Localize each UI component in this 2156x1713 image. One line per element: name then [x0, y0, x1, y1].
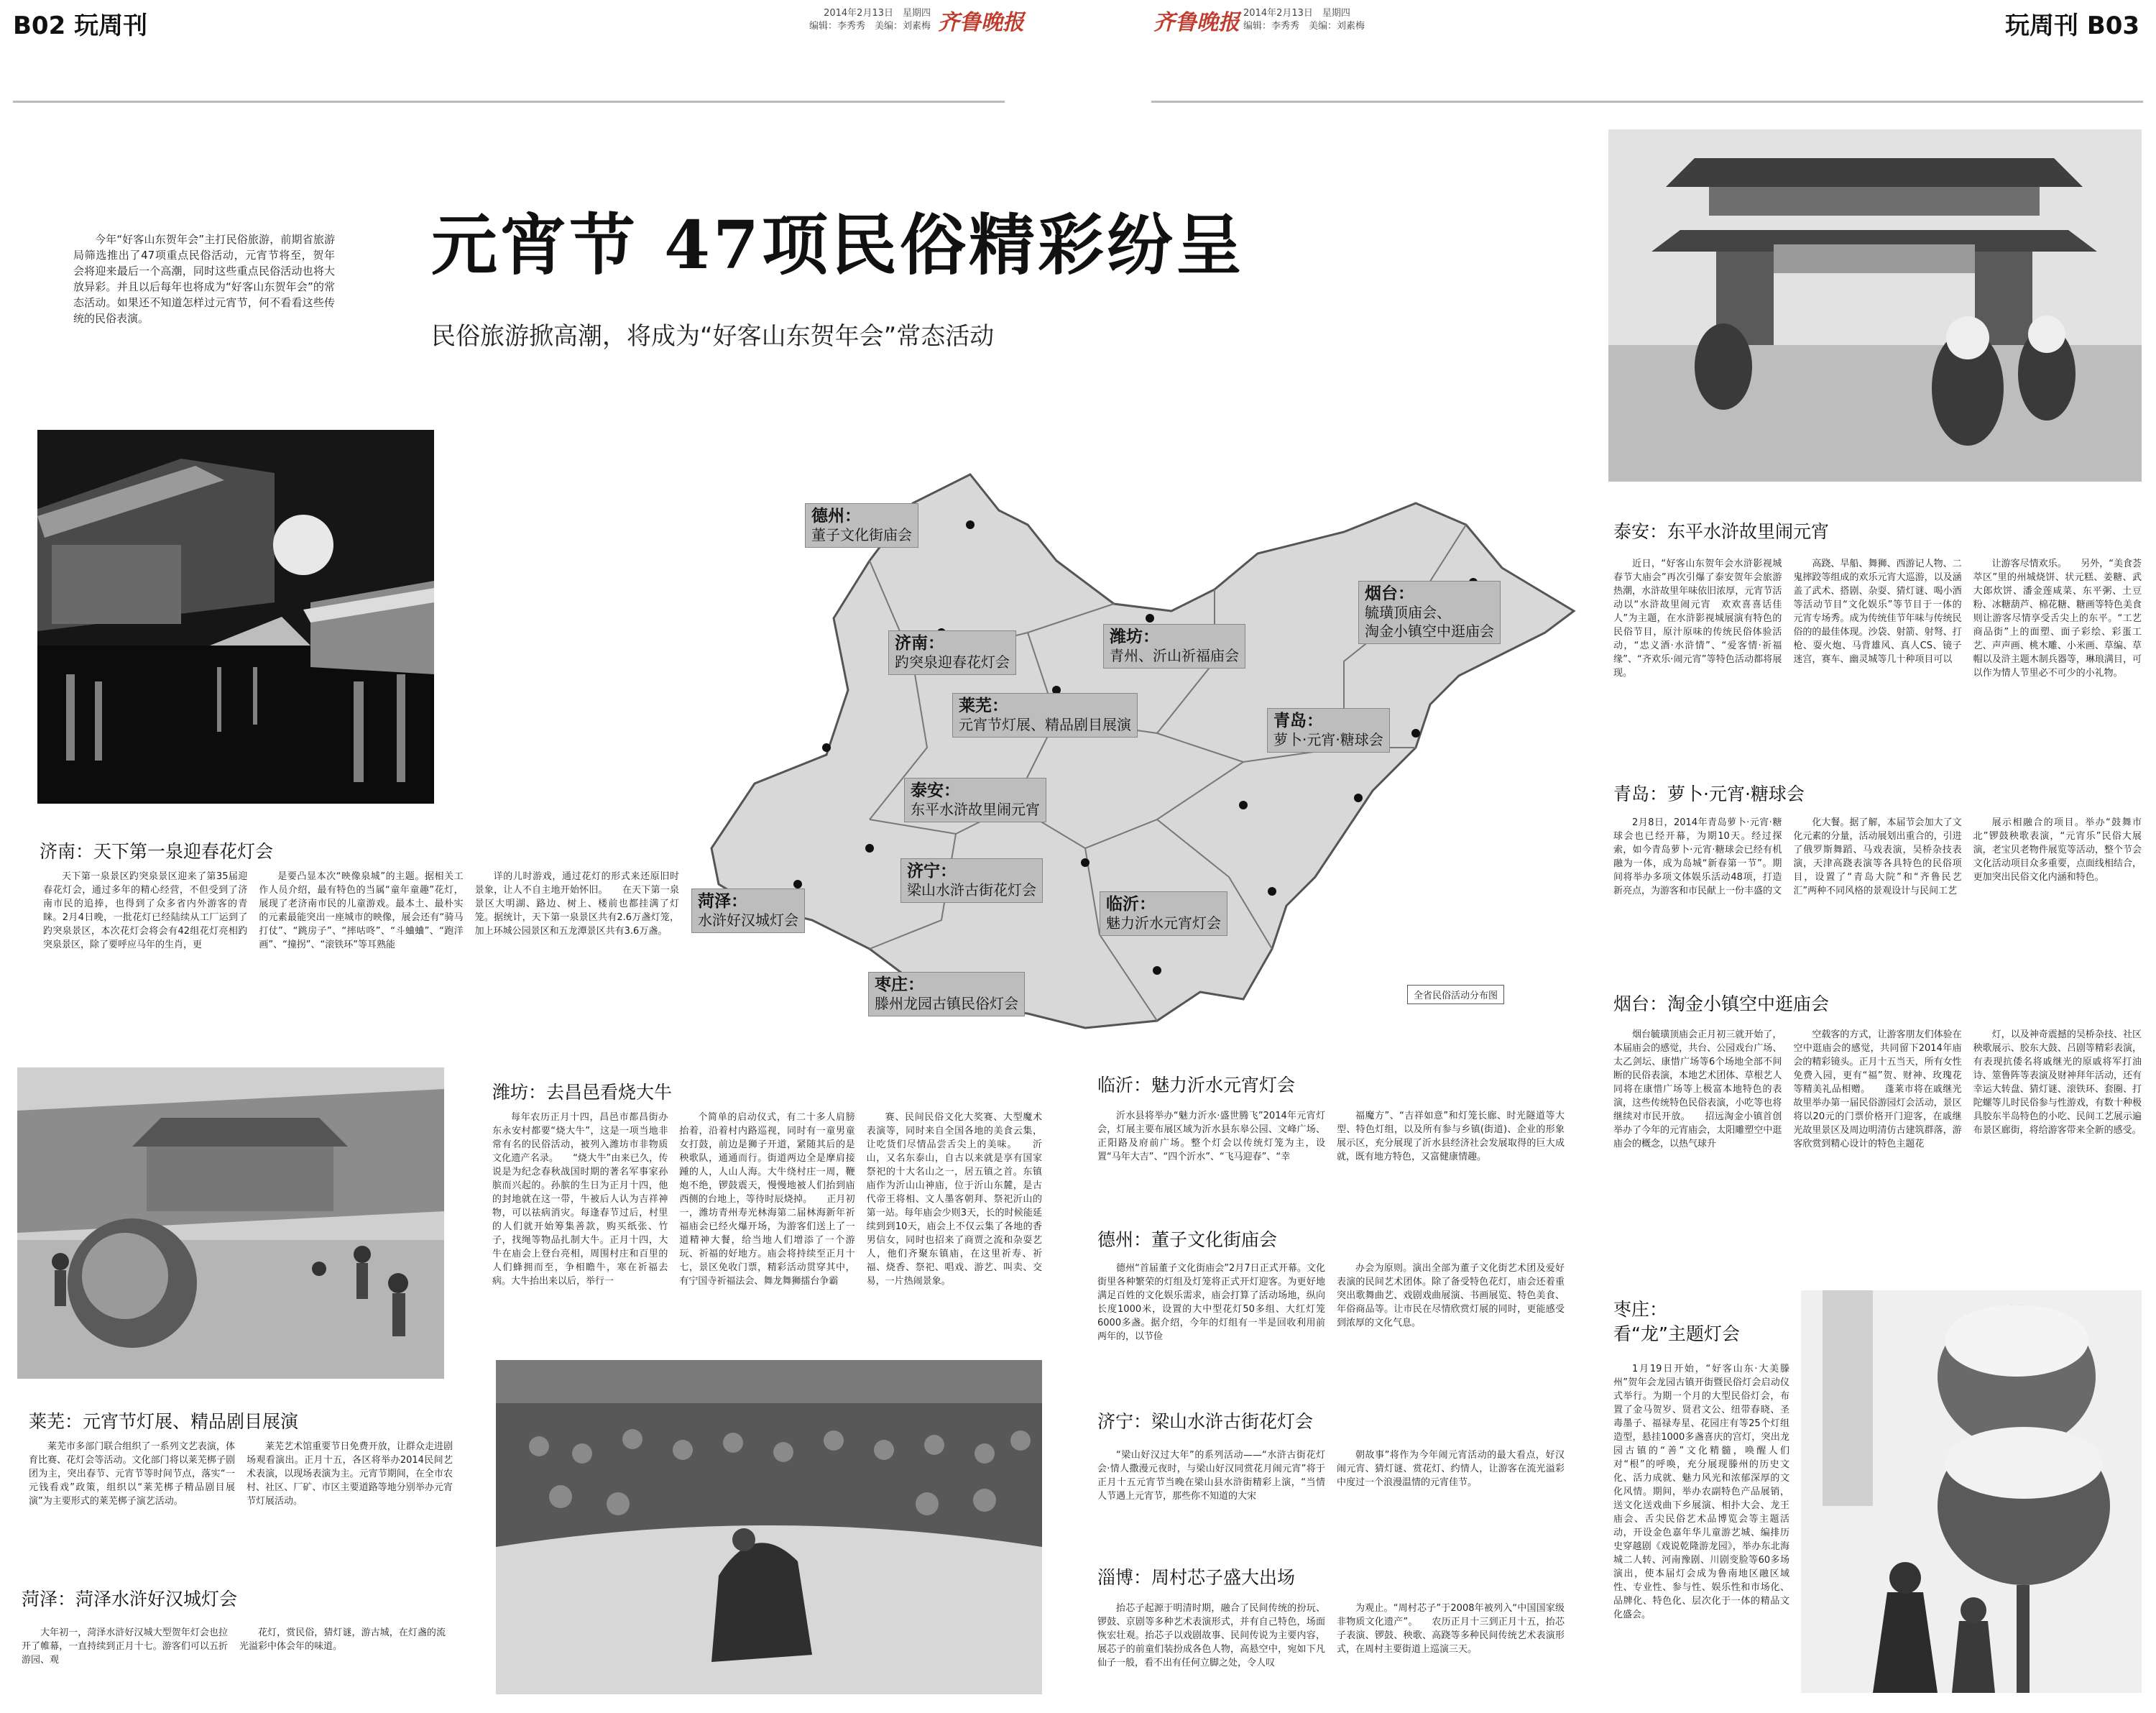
taian-parade-photo — [1608, 129, 2142, 482]
article-jining — [1097, 1448, 1565, 1542]
article-paragraph: 朝故事”将作为今年闹元宵活动的最大看点，好汉闹元宵、猜灯谜、赏花灯、约情人，让游客在流光溢彩中度过一个浪漫温情的元宵佳节。 — [1337, 1450, 1565, 1488]
map-label-qingdao — [1267, 708, 1390, 753]
map-label-jinan — [888, 630, 1016, 675]
map-event-name: 滕州龙园古镇民俗灯会 — [875, 995, 1018, 1012]
laiwu-festival-photo — [17, 1067, 444, 1379]
date-text: 2014年2月13日 星期四 — [1243, 8, 1350, 19]
article-paragraph: 2月8日，2014年青岛萝卜·元宵·糖球会也已经开幕，为期10天。经过探索，如今青岛萝卜·元宵·糖球会已经有机融为一体，成为岛城“新春第一节”。期间将举办多项文体娱乐活动48项，打造新亮点，为游客和市民献上一份丰盛的文 — [1613, 817, 1782, 896]
section-heading-weifang: 潍坊：去昌邑看烧大牛 — [492, 1082, 673, 1103]
zibo-performance-photo — [496, 1360, 1042, 1694]
section-heading-zibo: 淄博：周村芯子盛大出场 — [1097, 1567, 1296, 1588]
section-heading-zaozhuang — [1613, 1298, 1786, 1346]
map-city-name: 济南： — [895, 634, 944, 653]
header-rule-left — [13, 101, 1005, 103]
article-qingdao — [1613, 816, 2142, 960]
masthead-date-right — [1243, 7, 1387, 33]
article-paragraph: 详的儿时游戏，通过花灯的形式来还原旧时景象，让人不自主地开始怀旧。 在天下第一泉景区大明湖、路边、树上、楼前也都挂满了灯笼。据统计，天下第一泉景区共有2.6万盏灯笼，加上环城公园景区和五龙潭景区共有3.6万盏。 — [474, 871, 679, 937]
page-number-left: B02 玩周刊 — [13, 12, 148, 40]
article-paragraph: 近日，“好客山东贺年会水浒影视城春节大庙会”再次引爆了泰安贺年会旅游热潮，水浒故里年味依旧浓厚，元宵节活动以“水浒故里闹元宵 欢欢喜喜话佳人”为主题，在水浒影视城展演有特色的民俗节目，原汁原味的传统民俗体验活动，“忠义酒·水浒情”、“爱客情·祈福缘”、“齐欢乐·闹元宵”等特色活动都将展现。 — [1613, 559, 1782, 679]
festival-crowd-icon — [17, 1067, 444, 1379]
article-yantai — [1613, 1028, 2142, 1269]
section-heading-laiwu: 莱芜：元宵节灯展、精品剧目展演 — [29, 1411, 299, 1432]
article-paragraph: 让游客尽情欢乐。 另外，“美食荟萃区”里的州城烧饼、状元糕、姜糖、武大郎炊饼、潘金莲咸菜、东平粥、土豆粉、冰糖葫芦、棉花糖、糖画等特色美食则让游客尽情享受舌尖上的东平。“工艺商品街”上的面塑、面子彩绘、彩蛋工艺、声声画、桃木雕、小米画、草编、草帽以及浒主题木制兵器等，琳琅满目，可以作为情人节里必不可少的小礼物。 — [1973, 559, 2142, 679]
section-heading-jining: 济宁：梁山水浒古街花灯会 — [1097, 1411, 1314, 1432]
map-label-zaozhuang — [868, 972, 1025, 1016]
heading-line: 看“龙”主题灯会 — [1613, 1323, 1740, 1344]
map-label-laiwu — [952, 693, 1138, 738]
map-event-name: 董子文化街庙会 — [811, 526, 912, 543]
section-heading-taian: 泰安：东平水浒故里闹元宵 — [1613, 521, 1830, 542]
article-paragraph: 赛、民间民俗文化大奖赛、大型魔术表演等，同时来自全国各地的美食云集，让吃货们尽情品尝舌尖上的美味。 沂山，又名东泰山，自古以来就是享有国家祭祀的十大名山之一，居五镇之首。东镇庙作为沂山山神庙，位于沂山东麓，是古代帝王将相、文人墨客朝拜、祭祀沂山的第一站。每年庙会少则3天，长的时候能延续到到10天，庙会上不仅云集了各地的香男信女，同时也招来了商贾之流和杂耍艺人，他们齐聚东镇庙，在这里祈寿、祈福、烧香、祭祀、唱戏、游艺、叫卖、交易，一片热闹景象。 — [866, 1112, 1042, 1287]
map-city-name: 济宁： — [907, 862, 957, 881]
map-city-name: 菏泽： — [698, 892, 747, 911]
article-zibo — [1097, 1602, 1565, 1702]
section-heading-linyi: 临沂：魅力沂水元宵灯会 — [1097, 1075, 1296, 1096]
shandong-map-icon — [654, 446, 1581, 1057]
map-label-dezhou — [805, 503, 918, 548]
article-heze — [22, 1626, 446, 1698]
snowy-lantern-icon — [1801, 1290, 2142, 1693]
map-city-name: 青岛： — [1273, 712, 1323, 730]
map-event-name: 毓璜顶庙会、 — [1365, 604, 1451, 621]
article-paragraph: 天下第一泉景区趵突泉景区迎来了第35届迎春花灯会，通过多年的精心经营，不但受到了济南市民的追捧，也得到了众多省内外游客的青睐。2月4日晚，一批花灯已经陆续从工厂运到了趵突泉景区，本次花灯会将会有42组花灯亮相趵突泉景区，除了要呼应马年的生肖，更 — [43, 871, 248, 950]
map-caption: 全省民俗活动分布图 — [1407, 985, 1504, 1004]
article-paragraph: 花灯，赏民俗，猜灯谜，游古城，在灯盏的流光溢彩中体会年的味道。 — [239, 1627, 446, 1652]
article-paragraph: 为观止。“周村芯子”于2008年被列入“中国国家级非物质文化遗产”。 农历正月十三到正月十五，抬芯子表演、锣鼓、秧歌、高跷等多种民间传统艺术表演形式，在周村主要街道上巡演三天。 — [1337, 1603, 1565, 1655]
article-paragraph: 莱芜市多部门联合组织了一系列文艺表演，体育比赛、花灯会等活动。文化部门将以莱芜梆子剧团为主，突出春节、元宵节等时间节点，落实“一元钱看戏”政策，组织以“莱芜梆子精品剧目展演”为主要形式的莱芜梆子演艺活动。 — [29, 1441, 235, 1507]
map-event-name: 萝卜·元宵·糖球会 — [1273, 731, 1383, 748]
heading-line: 枣庄： — [1613, 1299, 1668, 1320]
article-paragraph: 抬芯子起源于明清时期，融合了民间传统的扮玩、锣鼓、京剧等多种艺术表演形式，并有自己特色，场面恢宏壮观。抬芯子以戏剧故事、民间传说为主要内容，展芯子的前童们装扮成各色人物，高悬空中，宛如下凡仙子一般，看不出有任何立脚之处，令人叹 — [1097, 1603, 1325, 1668]
article-zaozhuang: 1月19日开始，“好客山东·大美滕州”贺年会龙园古镇开街暨民俗灯会启动仪式举行。为期一个月的大型民俗灯会，布置了金马贺岁、贤君文公、纽带春晓、圣毒墨子、福禄寿星、花园庄有等25个灯组造型，悬挂1000多盏喜庆的宫灯，突出龙园古镇的“善”文化精髓，唤醒人们对“根”的呼唤，充分展现滕州的历史文化、活力成就、魅力风光和浓郁深厚的文化风情。期间，举办农副特色产品展销，送文化送戏曲下乡展演、相扑大会、龙王庙会、舌尖民俗艺术品博览会等主题活动，开设金色嘉年华儿童游艺城、编排历史穿越剧《戏说乾隆游龙园》，举办东北海城二人转、河南豫剧、川剧变脸等60多场演出，使本届灯会成为鲁南地区融区域性、专业性、参与性、娱乐性和市场化、品牌化、特色化、层次化于一体的精品文化盛会。 — [1613, 1364, 1789, 1620]
jinan-lantern-photo — [37, 430, 434, 804]
section-heading-jinan: 济南：天下第一泉迎春花灯会 — [40, 841, 274, 862]
article-paragraph: 沂水县将举办“魅力沂水·盛世腾飞”2014年元宵灯会，灯展主要布展区域为沂水县东皋公园、文峰广场、正阳路及府前广场。整个灯会以传统灯笼为主，设置“马年大吉”、“四个沂水”、“飞马迎春”、“幸 — [1097, 1111, 1325, 1162]
map-city-name: 德州： — [811, 507, 861, 525]
article-paragraph: 德州“首届董子文化街庙会”2月7日正式开幕。文化街里各种繁荣的灯组及灯笼将正式开灯迎客。为更好地满足百姓的文化娱乐需求，庙会打算了活动场地，纵向长度1000米，设置的大中型花灯50多组、大红灯笼6000多盏。据介绍，今年的灯组有一半是回收利用前两年的，以节俭 — [1097, 1263, 1325, 1342]
article-taian — [1613, 557, 2142, 755]
article-paragraph: 办会为原则。演出全部为董子文化街艺术团及爱好表演的民间艺术团体。除了备受特色花灯，庙会还着重突出歌舞曲艺、戏剧戏曲展演、书画展览、特色美食、年俗商品等。让市民在尽情欣赏灯展的同时，更能感受到浓厚的文化气息。 — [1337, 1263, 1565, 1328]
map-event-name: 东平水浒故里闹元宵 — [911, 801, 1040, 818]
article-dezhou — [1097, 1262, 1565, 1384]
map-event-name: 魅力沂水元宵灯会 — [1106, 914, 1221, 932]
newspaper-logo-right: 齐鲁晚报 — [1153, 10, 1240, 35]
map-label-yantai — [1358, 581, 1501, 644]
section-heading-qingdao: 青岛：萝卜·元宵·糖球会 — [1613, 784, 1805, 804]
article-paragraph: 个简单的启动仪式，有二十多人肩膀抬着，沿着村内路巡视，同时有一童男童女打鼓，前边是狮子开道，紧随其后的是秧歌队，通通而行。街道两边全是摩肩接踵的人，人山人海。大牛绕村庄一周，鞭炮不绝，锣鼓震天，慢慢地被人们抬到庙西侧的台地上，等待时辰烧掉。 正月初一，潍坊青州寿光林海第二届林海新年祈福庙会已经火爆开场，为游客们送上了一道精神大餐，给当地人们增添了一个游玩、祈福的好地方。庙会将持续至正月十七，景区免收门票，精彩活动贯穿其中，有宁国寺祈福法会、舞龙舞狮擂台争霸 — [679, 1112, 855, 1287]
map-city-name: 潍坊： — [1110, 628, 1159, 646]
page-number-right: 玩周刊 B03 — [2005, 12, 2140, 40]
article-jinan — [43, 870, 679, 1046]
article-weifang — [492, 1111, 1042, 1348]
article-paragraph: 高跷、旱船、舞狮、西游记人物、二鬼摔跤等组成的欢乐元宵大巡游，以及涵盖了武术、搭剧、杂耍、猜灯谜、喝小酒等活动节目“文化娱乐”等节目于一体的元宵专场秀。成为传统佳节年味与传统民俗的的最佳体现。沙袋、射箭、射弩、打枪、耍火炮、马背雄风、真人CS、镜子迷宫，赛车、幽灵城等几十种项目可以 — [1793, 559, 1962, 665]
zaozhuang-lantern-photo — [1801, 1290, 2142, 1693]
article-paragraph: 每年农历正月十四，昌邑市都昌街办东永安村都要“烧大牛”，这是一项当地非常有名的民俗活动，被列入潍坊市非物质文化遗产名录。 “烧大牛”由来已久，传说是为纪念春秋战国时期的著名军事家孙膑而兴起的。孙膑的生日为正月十四，他的封地就在这一带，牛被后人认为吉祥神物，可以祛病消灾。每逢春节过后，村里的人们就开始筹集善款，购买纸张、竹子，找绳等物品扎制大牛。正月十四，大牛在庙会上登台亮相，周围村庄和百里的人们蜂拥而至，争相瞻牛，寒在祈福去病。大牛抬出来以后，举行一 — [492, 1112, 668, 1287]
map-city-name: 枣庄： — [875, 975, 924, 994]
map-event-name: 梁山水浒古街花灯会 — [907, 881, 1036, 899]
province-map — [654, 446, 1581, 1057]
gate-parade-icon — [1608, 129, 2142, 482]
article-paragraph: 大年初一，菏泽水浒好汉城大型贺年灯会也拉开了帷幕，一直持续到正月十七。游客们可以五折游园、观 — [22, 1627, 228, 1666]
street-performance-crowd-icon — [496, 1360, 1042, 1694]
map-event-name: 元宵节灯展、精品剧目展演 — [959, 716, 1131, 733]
map-label-jining — [900, 858, 1043, 903]
page-subtitle: 民俗旅游掀高潮，将成为“好客山东贺年会”常态活动 — [431, 322, 995, 351]
map-label-weifang — [1103, 624, 1245, 669]
map-event-name: 淘金小镇空中逛庙会 — [1365, 623, 1494, 640]
night-lantern-scene-icon — [37, 430, 434, 804]
section-heading-heze: 菏泽：菏泽水浒好汉城灯会 — [22, 1589, 238, 1609]
map-label-linyi — [1100, 891, 1227, 936]
article-linyi — [1097, 1109, 1565, 1210]
header-rule-right — [1151, 101, 2143, 103]
article-paragraph: 展示相融合的项目。举办“鼓舞市北”锣鼓秧歌表演，“元宵乐”民俗大展演，老宝贝老物件展览等活动，整个节会文化活动项目众多重要，点面线相结合，更加突出民俗文化内涵和特色。 — [1973, 817, 2142, 883]
article-paragraph: 空载客的方式，让游客朋友们体验在空中逛庙会的感觉，共同留下2014年庙会的精彩镜头。正月十五当天，所有女性免费入园，更有“福”贺、财神、玫瑰花等精美礼品相赠。 蓬莱市将在戚继光故里举办第一届民俗游园灯会活动，景区将以20元的门票价格开门迎客，在戚继光故里景区及周边明清仿古建筑群落，游客欣赏到精心设计的特色主题花 — [1793, 1029, 1962, 1149]
article-paragraph: 烟台毓璜顶庙会正月初三就开始了，本届庙会的感觉，共台、公园戏台广场、太乙剑坛、康惜广场等6个场地全部不间断的民俗表演，本地艺术团体、草根艺人同将在康惜广场等上极富本地特色的表演，这些传统特色民俗表演，小吃等也将继续对市民开放。 招远淘金小镇首创举办了今年的元宵庙会，太阳雕塑空中逛庙会的概念，以热气球升 — [1613, 1029, 1782, 1149]
map-event-name: 水浒好汉城灯会 — [698, 911, 798, 929]
section-heading-yantai: 烟台：淘金小镇空中逛庙会 — [1613, 993, 1830, 1014]
article-paragraph: 福魔方”、“吉祥如意”和灯笼长廊、时光隧道等大型、特色灯组，以及所有参与乡镇(街道)、企业的形象展示区，充分展现了沂水县经济社会发展取得的巨大成就，既有地方特色，又富健康情趣。 — [1337, 1111, 1565, 1162]
article-paragraph: 是要凸显本次“映像泉城”的主题。据相关工作人员介绍，最有特色的当属“童年童趣”花灯，展现了老济南市民的儿童游戏。最本土、最朴实的元素最能突出一座城市的映像，展会还有“骑马打仗”、“跳房子”、“摔咕咚”、“斗蛐蛐”、“跑洋画”、“撞拐”、“滚铁环”等耳熟能 — [259, 871, 464, 950]
article-paragraph: “梁山好汉过大年”的系列活动——“水浒古街花灯会·情人撒漫元夜时，与梁山好汉同赏花月闹元宵”将于正月十五元宵节当晚在梁山县水浒街精彩上演，“当情人节遇上元宵节，那些你不知道的大宋 — [1097, 1450, 1325, 1502]
page-title: 元宵节 47项民俗精彩纷呈 — [431, 206, 1245, 284]
map-city-name: 烟台： — [1365, 584, 1414, 603]
date-text: 2014年2月13日 星期四 — [824, 8, 931, 19]
map-label-heze — [691, 888, 805, 933]
editors-text: 编辑：李秀秀 美编：刘素梅 — [808, 21, 931, 32]
map-city-name: 泰安： — [911, 781, 960, 800]
masthead-date-left — [805, 7, 931, 33]
article-paragraph: 化大餐。据了解，本届节会加大了文化元素的分量，活动展划出重合的，引进了俄罗斯舞蹈、马戏表演，吴桥杂技表演，天津高跷表演等各具特色的民俗项目，设置了“青岛大院”和“齐鲁民艺汇”两种不同风格的景观设计与民间工艺 — [1793, 817, 1962, 896]
editors-text: 编辑：李秀秀 美编：刘素梅 — [1243, 21, 1365, 32]
map-city-name: 莱芜： — [959, 697, 1008, 715]
article-paragraph: 灯，以及神奇震撼的吴桥杂技、社区秧歌展示、胶东大鼓、吕剧等精彩表演，有表现抗倭名将戚继光的原戚将军打油诗、筮鲁阵等表演及财神拜年活动，还有幸运大转盘、猜灯谜、滚铁环、套圈、打陀螺等儿时民俗参与性游戏，有数十种极具胶东半岛特色的小吃、民间工艺展示遍布景区廊街，将给游客带来全新的感受。 — [1973, 1029, 2142, 1136]
article-paragraph: 莱芜艺术馆重要节日免费开放，让群众走进剧场观看演出。正月十五，各区将举办2014民间艺术表演，以现场表演为主。元宵节期间，在全市农村、社区、厂矿、市区主要道路等地分别举办元宵节灯展活动。 — [247, 1441, 453, 1507]
map-label-taian — [904, 778, 1046, 822]
map-event-name: 趵突泉迎春花灯会 — [895, 653, 1010, 671]
article-laiwu — [29, 1440, 453, 1540]
newspaper-logo-left: 齐鲁晚报 — [938, 10, 1024, 35]
map-city-name: 临沂： — [1106, 895, 1156, 914]
section-heading-dezhou: 德州：董子文化街庙会 — [1097, 1229, 1278, 1250]
intro-paragraph: 今年“好客山东贺年会”主打民俗旅游，前期省旅游局筛选推出了47项重点民俗活动，元宵节将至，贺年会将迎来最后一个高潮，同时这些重点民俗活动也将大放异彩。并且以后每年也将成为“好客山东贺年会”的常态活动。如果还不知道怎样过元宵节，何不看看这些传统的民俗表演。 — [73, 233, 335, 325]
map-event-name: 青州、沂山祈福庙会 — [1110, 647, 1239, 664]
